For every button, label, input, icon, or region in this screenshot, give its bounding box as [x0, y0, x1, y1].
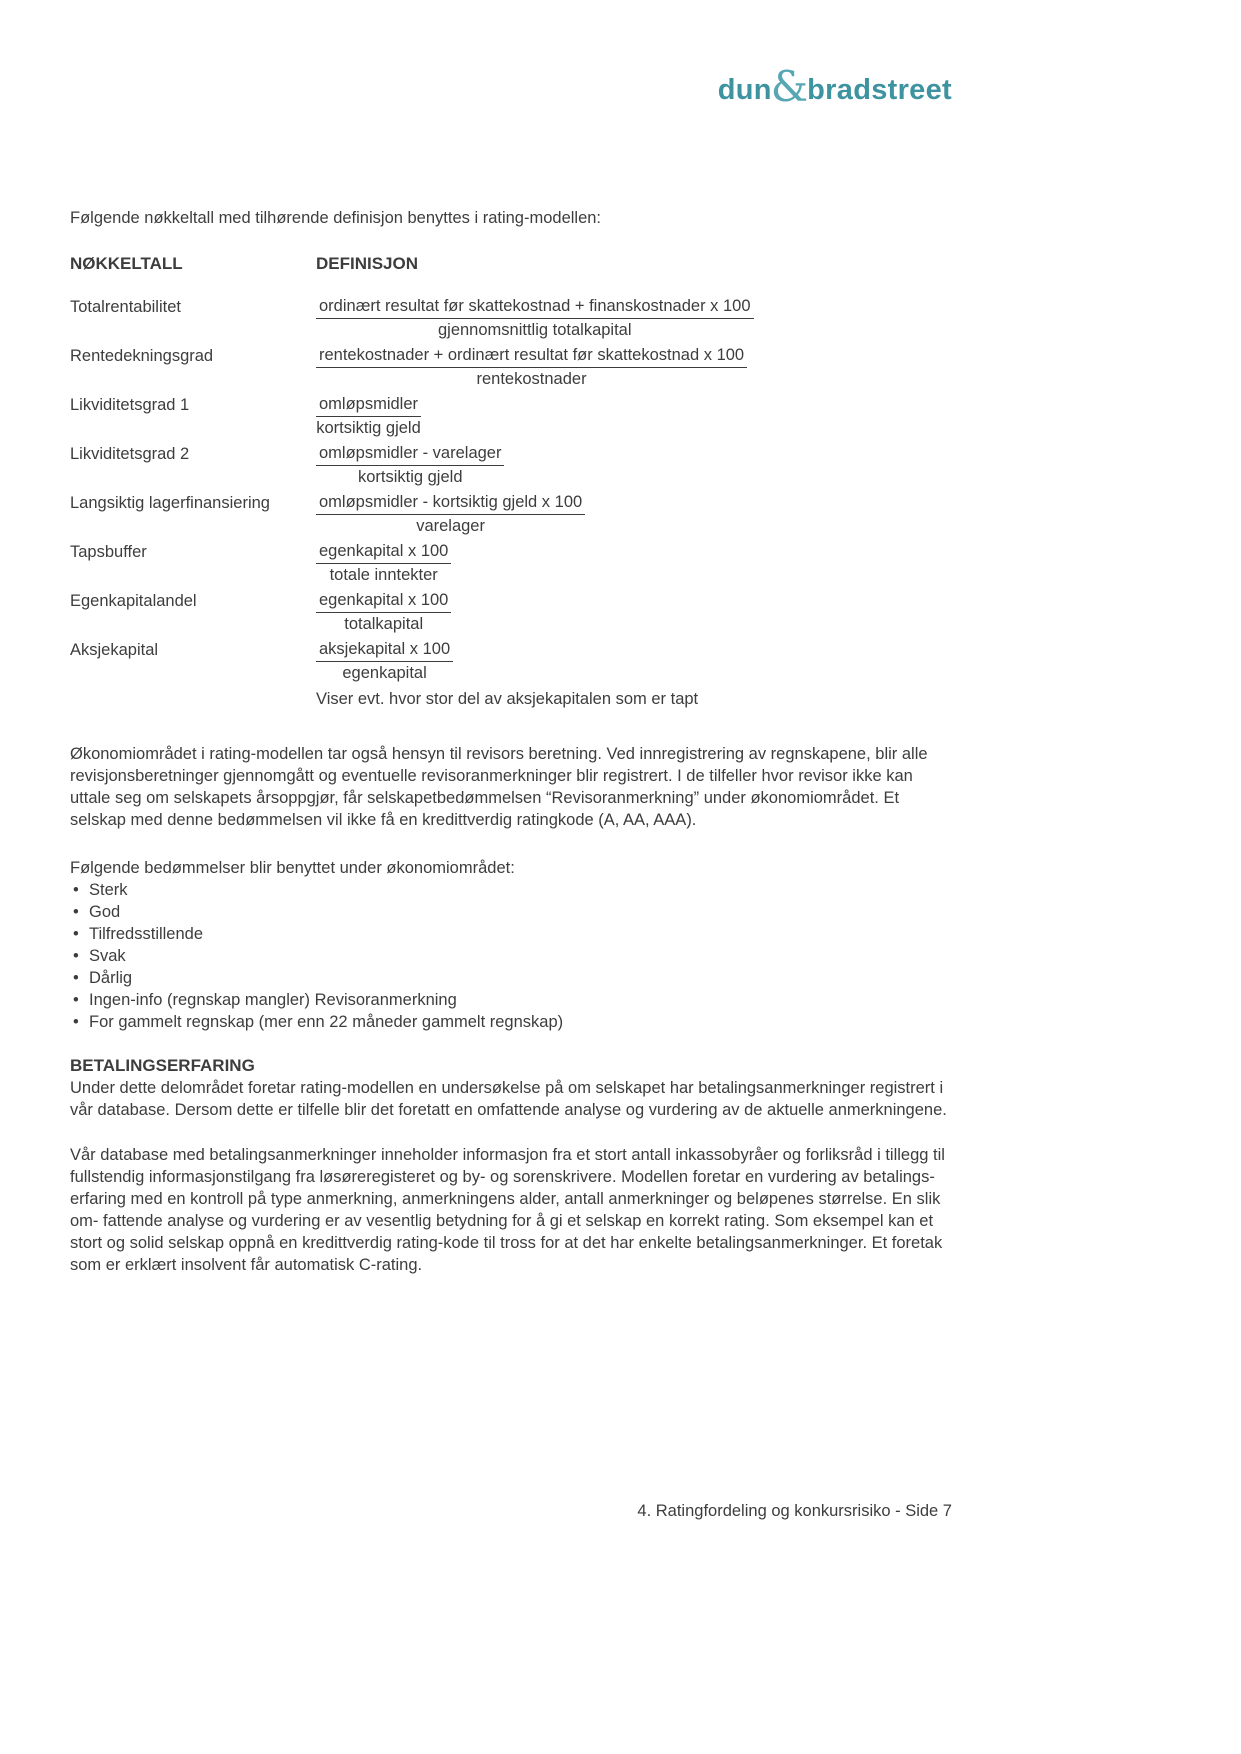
- payment-paragraph-2: Vår database med betalingsanmerkninger inneholder informasjon fra et stort antall inkassobyråer og forliksråd i tillegg til fullstendig informasjonstilgang fra løsøreregisteret og by- og sorenskrivere. Modellen foretar en vurdering av betalings- erfaring med en kontroll på type anmerkning, anmerkningens alder, antall anmerkninger og beløpenes størrelse. En slik om- fattende analyse og vurdering er av vesentlig betydning for å gi et selskap en korrekt rating. Som eksempel kan et stort og solid selskap oppnå en kredittverdig rating-kode til tross for at det har enkelte betalingsanmerkninger. Et foretak som er erklært insolvent får automatisk C-rating.: [70, 1146, 945, 1274]
- key-figure-definition: [316, 345, 952, 390]
- key-figure-definition: [316, 394, 952, 439]
- key-figure-name: Likviditetsgrad 2: [70, 445, 190, 463]
- table-row: [70, 541, 952, 586]
- key-figure-definition: [316, 296, 952, 341]
- assessment-list-item: [70, 923, 952, 945]
- formula-fraction: [316, 492, 585, 537]
- payment-section-heading: BETALINGSERFARING: [70, 1056, 255, 1075]
- table-row: [70, 296, 952, 341]
- formula-fraction: [316, 345, 747, 390]
- key-figure-definition: [316, 541, 952, 586]
- formula-numerator: rentekostnader + ordinært resultat før skattekostnad x 100: [316, 345, 747, 368]
- assessment-list-item: [70, 1011, 952, 1033]
- key-figure-name: Totalrentabilitet: [70, 298, 181, 316]
- formula-numerator: egenkapital x 100: [316, 590, 451, 613]
- assessment-list-item: [70, 967, 952, 989]
- formula-numerator: omløpsmidler - varelager: [316, 443, 504, 466]
- assessment-list-item: [70, 945, 952, 967]
- logo-text-dun: dun: [717, 74, 772, 106]
- key-figure-name: Likviditetsgrad 1: [70, 396, 190, 414]
- formula-denominator: egenkapital: [342, 664, 427, 682]
- key-figure-name: Langsiktig lagerfinansiering: [70, 494, 270, 512]
- assessment-list-item: [70, 879, 952, 901]
- formula-fraction: [316, 541, 451, 586]
- formula-denominator: rentekostnader: [476, 370, 587, 388]
- table-row: [70, 443, 952, 488]
- assessment-label: Ingen-info (regnskap mangler) Revisoranmerkning: [89, 991, 457, 1009]
- share-capital-note: Viser evt. hvor stor del av aksjekapitalen som er tapt: [316, 690, 699, 708]
- key-figure-definition: [316, 492, 952, 537]
- key-figures-table: [70, 253, 952, 710]
- assessment-list-intro: Følgende bedømmelser blir benyttet under økonomiområdet:: [70, 859, 515, 877]
- assessment-label: Dårlig: [89, 969, 133, 987]
- key-figure-name: Tapsbuffer: [70, 543, 147, 561]
- table-row: [70, 345, 952, 390]
- dun-bradstreet-logo: [717, 62, 952, 111]
- formula-numerator: aksjekapital x 100: [316, 639, 453, 662]
- table-row: [70, 590, 952, 635]
- formula-fraction: [316, 443, 504, 488]
- logo-ampersand-icon: &: [770, 62, 809, 111]
- economy-paragraph: Økonomiområdet i rating-modellen tar også hensyn til revisors beretning. Ved innregistrering av regnskapene, blir alle revisjonsberetninger gjennomgått og eventuelle revisoranmerkninger blir registrert. I de tilfeller hvor revisor ikke kan uttale seg om selskapets årsoppgjør, får selskapetbedømmelsen “Revisoranmerkning” under økonomiområdet. Et selskap med denne bedømmelsen vil ikke få en kredittverdig ratingkode (A, AA, AAA).: [70, 745, 928, 829]
- key-figure-name: Egenkapitalandel: [70, 592, 197, 610]
- column-header-key-figure: NØKKELTALL: [70, 254, 183, 273]
- formula-denominator: kortsiktig gjeld: [316, 419, 421, 437]
- key-figure-name: Aksjekapital: [70, 641, 159, 659]
- formula-fraction: [316, 296, 754, 341]
- formula-denominator: totalkapital: [344, 615, 424, 633]
- assessment-label: Sterk: [89, 881, 128, 899]
- formula-numerator: ordinært resultat før skattekostnad + finanskostnader x 100: [316, 296, 754, 319]
- formula-numerator: egenkapital x 100: [316, 541, 451, 564]
- table-header-row: [70, 253, 952, 275]
- key-figure-name: Rentedekningsgrad: [70, 347, 214, 365]
- assessment-label: God: [89, 903, 121, 921]
- assessment-list-item: [70, 901, 952, 923]
- table-row: [70, 639, 952, 684]
- table-row: [70, 394, 952, 439]
- logo-text-bradstreet: bradstreet: [807, 74, 952, 106]
- assessment-label: Svak: [89, 947, 126, 965]
- assessment-label: Tilfredsstillende: [89, 925, 204, 943]
- key-figures-rows: [70, 296, 952, 684]
- key-figure-definition: [316, 443, 952, 488]
- assessment-label: For gammelt regnskap (mer enn 22 måneder gammelt regnskap): [89, 1013, 564, 1031]
- formula-numerator: omløpsmidler: [316, 394, 421, 417]
- page-footer: 4. Ratingfordeling og konkursrisiko - Side 7: [637, 1502, 952, 1520]
- assessment-list: [70, 879, 952, 1033]
- intro-text: Følgende nøkkeltall med tilhørende definisjon benyttes i rating-modellen:: [70, 209, 602, 227]
- formula-fraction: [316, 639, 453, 684]
- assessment-list-item: [70, 989, 952, 1011]
- formula-numerator: omløpsmidler - kortsiktig gjeld x 100: [316, 492, 585, 515]
- formula-denominator: varelager: [416, 517, 485, 535]
- formula-fraction: [316, 590, 451, 635]
- table-row: [70, 492, 952, 537]
- key-figure-definition: [316, 639, 952, 684]
- formula-denominator: totale inntekter: [329, 566, 438, 584]
- key-figure-definition: [316, 590, 952, 635]
- formula-denominator: gjennomsnittlig totalkapital: [437, 321, 632, 339]
- payment-paragraph-1: Under dette delområdet foretar rating-modellen en undersøkelse på om selskapet har betalingsanmerkninger registrert i vår database. Dersom dette er tilfelle blir det foretatt en omfattende analyse og vurdering av de aktuelle anmerkningene.: [70, 1079, 947, 1119]
- document-content: [70, 0, 952, 1276]
- formula-fraction: [316, 394, 421, 439]
- column-header-definition: DEFINISJON: [316, 254, 419, 273]
- formula-denominator: kortsiktig gjeld: [357, 468, 463, 486]
